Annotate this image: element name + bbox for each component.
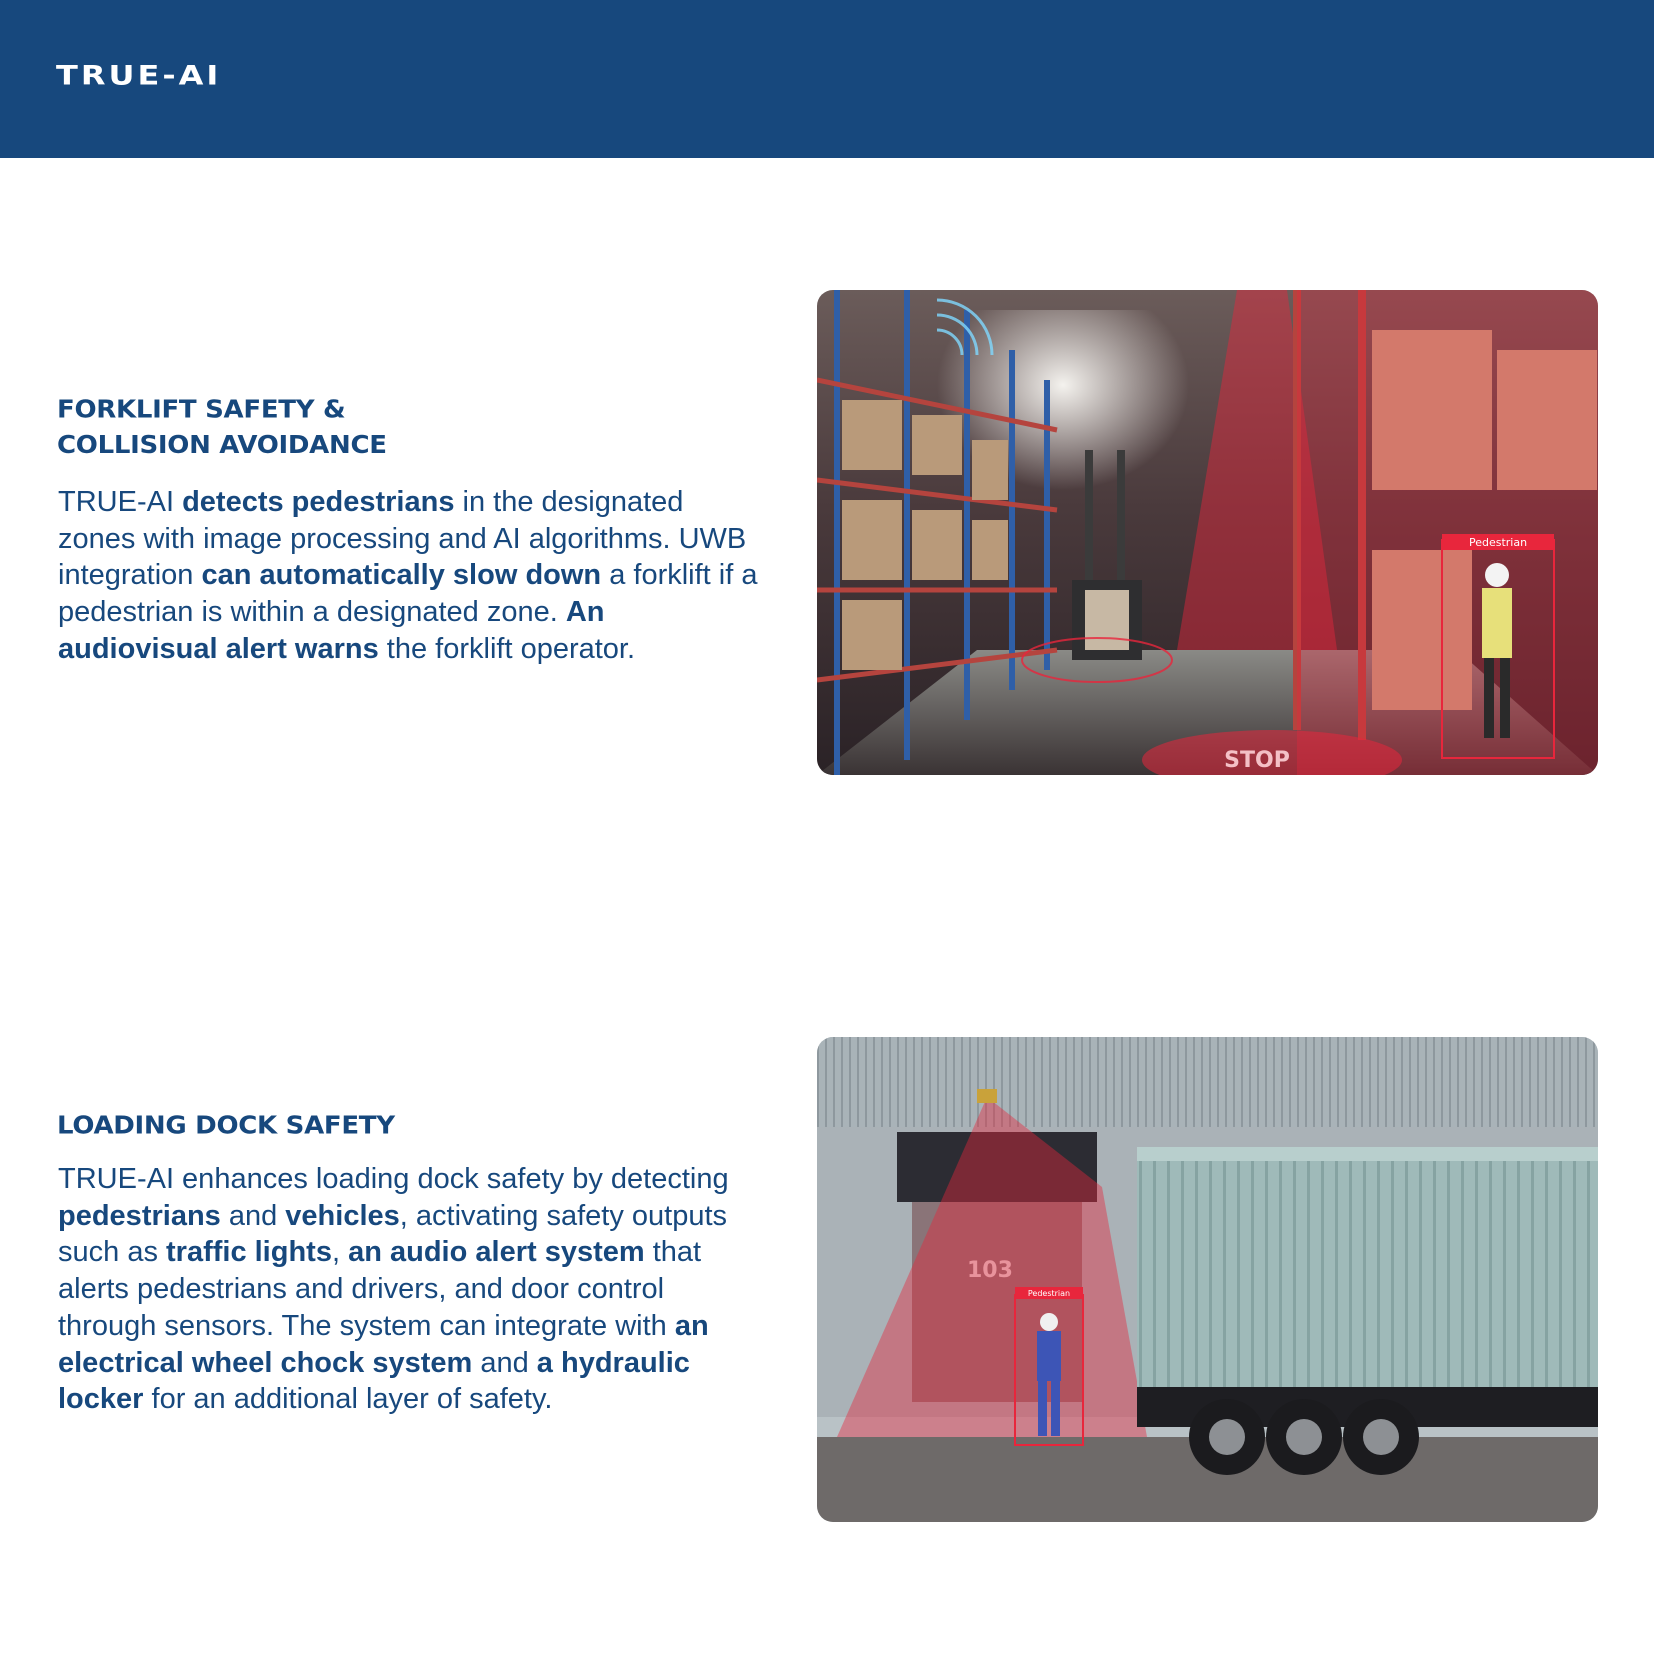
emphasis-text: traffic lights [166,1236,332,1269]
body-text-run: and [472,1346,537,1379]
body-text-run: the forklift operator. [378,632,636,665]
loading-dock-section-body [58,1161,758,1418]
dock-pedestrian-tag-label: Pedestrian [1027,1289,1071,1298]
emphasis-text: an electrical wheel chock system [58,1309,709,1379]
emphasis-text: An audiovisual alert warns [58,596,605,665]
forklift-warehouse-image [817,290,1598,775]
body-text-run: in the designated zones with image processing and AI algorithms. UWB integration [58,486,747,592]
true-ai-logo: TRUE-AI [56,60,222,92]
sensor-device-icon [977,1089,997,1103]
emphasis-text: can automatically slow down [201,559,602,592]
header-bar [0,0,1654,158]
body-text-run: for an additional layer of safety. [143,1383,553,1416]
loading-dock-image [817,1037,1598,1522]
dock-number-label: 103 [967,1258,1013,1283]
loading-dock-section-title: LOADING DOCK SAFETY [57,1111,395,1141]
emphasis-text: an audio alert system [348,1236,645,1269]
emphasis-text: vehicles [285,1199,400,1232]
forklift-section-body [58,484,758,668]
body-text-run: a forklift if a pedestrian is within a designated zone. [58,559,758,629]
body-text-run: TRUE-AI [58,486,183,518]
emphasis-text: a hydraulic locker [58,1346,690,1416]
stop-floor-label: STOP [1224,748,1290,773]
body-text-run: that alerts pedestrians and drivers, and door control through sensors. The system can integrate with [58,1236,702,1342]
forklift-section-title: FORKLIFT SAFETY & COLLISION AVOIDANCE [57,395,387,460]
body-text-run: , [331,1236,349,1269]
body-text-run: and [220,1199,286,1232]
body-text-run: , activating safety outputs such as [58,1199,728,1269]
truck-wheels-icon [1189,1399,1419,1475]
emphasis-text: pedestrians [58,1199,221,1232]
pedestrian-tag-label: Pedestrian [1468,536,1528,549]
body-text-run: TRUE-AI enhances loading dock safety by detecting [58,1163,729,1195]
emphasis-text: detects pedestrians [182,486,455,518]
